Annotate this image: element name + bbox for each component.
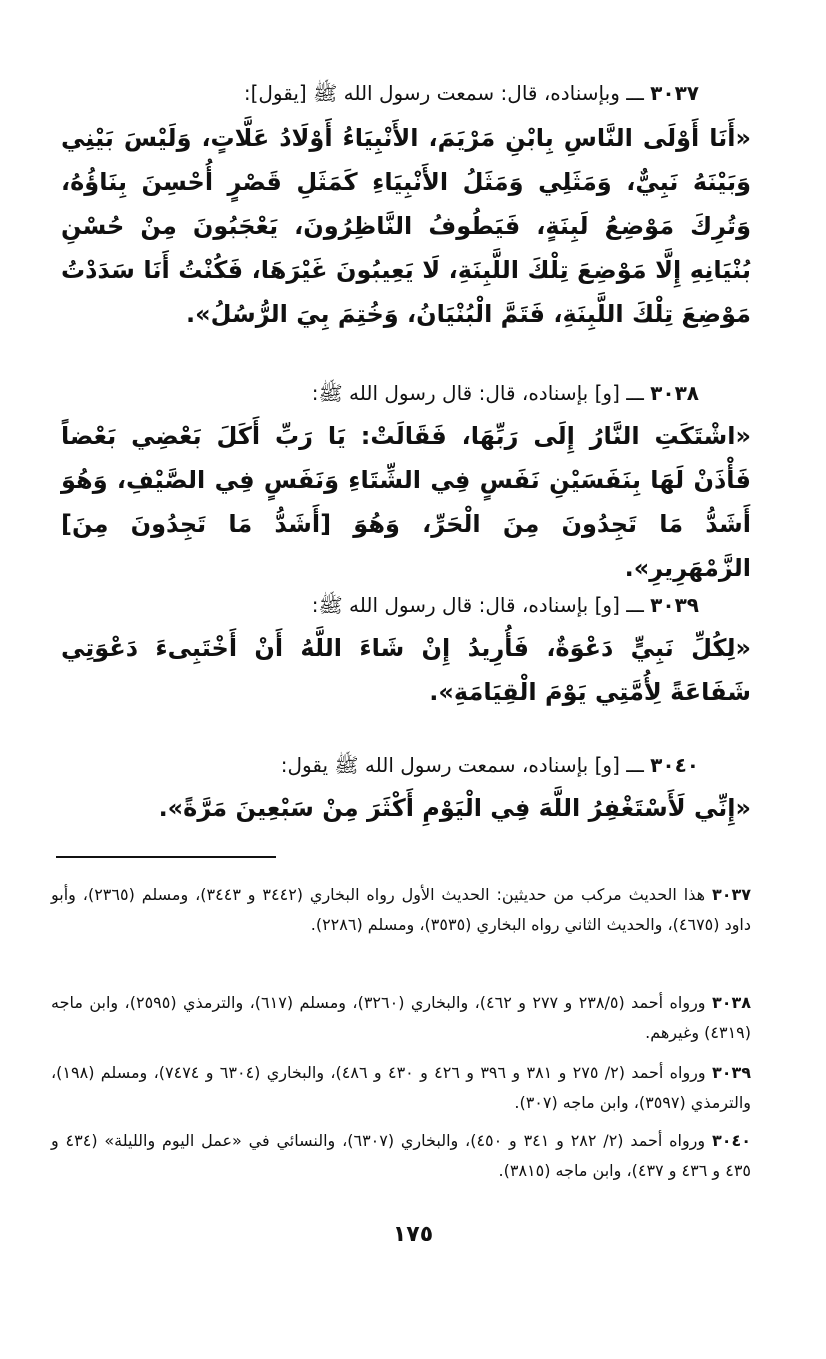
hadith-number: ٣٠٣٨ [650,381,699,405]
footnote-text: هذا الحديث مركب من حديثين: الحديث الأول رواه البخاري (٣٤٤٢ و ٣٤٤٣)، ومسلم (٢٣٦٥)، وأبو داود (٤٦٧٥)، والحديث الثاني رواه البخاري (٣٥٣٥)، ومسلم (٢٢٨٦). [51,885,751,934]
hadith-heading [61,590,751,620]
hadith-text: «اشْتَكَتِ النَّارُ إِلَى رَبِّهَا، فَقَالَتْ: يَا رَبِّ أَكَلَ بَعْضِي بَعْضاً فَأْذَنْ لَهَا بِنَفَسَيْنِ نَفَسٍ فِي الشِّتَاءِ وَنَفَسٍ فِي الصَّيْفِ، وَهُوَ أَشَدُّ مَا تَجِدُونَ مِنَ الْحَرِّ، وَهُوَ [أَشَدُّ مَا تَجِدُونَ مِنَ] الزَّمْهَرِيرِ». [61,422,751,582]
footnote-number: ٣٠٣٨ [711,993,752,1012]
hadith-isnad: ـــ [و] بإسناده، قال: قال رسول الله ﷺ: [311,381,644,405]
footnote-text: ورواه أحمد (٢/ ٢٨٢ و ٣٤١ و ٤٥٠)، والبخاري (٦٣٠٧)، والنسائي في «عمل اليوم والليلة» (٤٣٤ و ٤٣٥ و ٤٣٦ و ٤٣٧)، وابن ماجه (٣٨١٥). [51,1131,751,1180]
hadith-isnad: ـــ [و] بإسناده، قال: قال رسول الله ﷺ: [311,593,644,617]
footnote-text: ورواه أحمد (٢٣٨/٥ و ٢٧٧ و ٤٦٢)، والبخاري (٣٢٦٠)، ومسلم (٦١٧)، والترمذي (٢٥٩٥)، وابن ماجه (٤٣١٩) وغيرهم. [51,993,751,1042]
hadith-number: ٣٠٣٩ [650,593,699,617]
hadith-3040 [61,750,751,830]
hadith-number: ٣٠٤٠ [650,753,699,777]
footnote-number: ٣٠٣٩ [711,1063,752,1082]
footnote-3037 [51,880,751,940]
footnote-3040 [51,1126,751,1186]
footnote-divider [56,856,276,858]
hadith-3038 [61,378,751,590]
hadith-isnad: ـــ [و] بإسناده، سمعت رسول الله ﷺ يقول: [280,753,644,777]
footnote-number: ٣٠٤٠ [711,1131,752,1150]
hadith-heading [61,750,751,780]
hadith-number: ٣٠٣٧ [650,81,699,105]
footnote-text: ورواه أحمد (٢/ ٢٧٥ و ٣٨١ و ٣٩٦ و ٤٢٦ و ٤٣٠ و ٤٨٦)، والبخاري (٦٣٠٤ و ٧٤٧٤)، ومسلم (١٩٨)، والترمذي (٣٥٩٧)، وابن ماجه (٣٠٧). [51,1063,751,1112]
hadith-heading [61,378,751,408]
footnote-3039 [51,1058,751,1118]
footnote-number: ٣٠٣٧ [711,885,751,904]
hadith-heading [61,78,751,108]
footnote-3038 [51,988,751,1048]
hadith-isnad: ـــ وبإسناده، قال: سمعت رسول الله ﷺ [يقول]: [243,81,644,105]
hadith-text: «أَنَا أَوْلَى النَّاسِ بِابْنِ مَرْيَمَ، الأَنْبِيَاءُ أَوْلَادُ عَلَّاتٍ، وَلَيْسَ بَيْنِي وَبَيْنَهُ نَبِيٌّ، وَمَثَلِي وَمَثَلُ الأَنْبِيَاءِ كَمَثَلِ قَصْرٍ أُحْسِنَ بِنَاؤُهُ، وَتُرِكَ مَوْضِعُ لَبِنَةٍ، فَيَطُوفُ النَّاظِرُونَ، يَعْجَبُونَ مِنْ حُسْنِ بُنْيَانِهِ إِلَّا مَوْضِعَ تِلْكَ اللَّبِنَةِ، لَا يَعِيبُونَ غَيْرَهَا، فَكُنْتُ أَنَا سَدَدْتُ مَوْضِعَ تِلْكَ اللَّبِنَةِ، فَتَمَّ الْبُنْيَانُ، وَخُتِمَ بِيَ الرُّسُلُ». [61,124,751,328]
hadith-text: «إِنِّي لَأَسْتَغْفِرُ اللَّهَ فِي الْيَوْمِ أَكْثَرَ مِنْ سَبْعِينَ مَرَّةً». [158,794,751,822]
hadith-3037 [61,78,751,336]
hadith-3039 [61,590,751,714]
page-number: ١٧٥ [392,1222,434,1247]
hadith-text: «لِكُلِّ نَبِيٍّ دَعْوَةٌ، فَأُرِيدُ إِنْ شَاءَ اللَّهُ أَنْ أَخْتَبِىءَ دَعْوَتِي شَفَاعَةً لِأُمَّتِي يَوْمَ الْقِيَامَةِ». [61,634,751,706]
